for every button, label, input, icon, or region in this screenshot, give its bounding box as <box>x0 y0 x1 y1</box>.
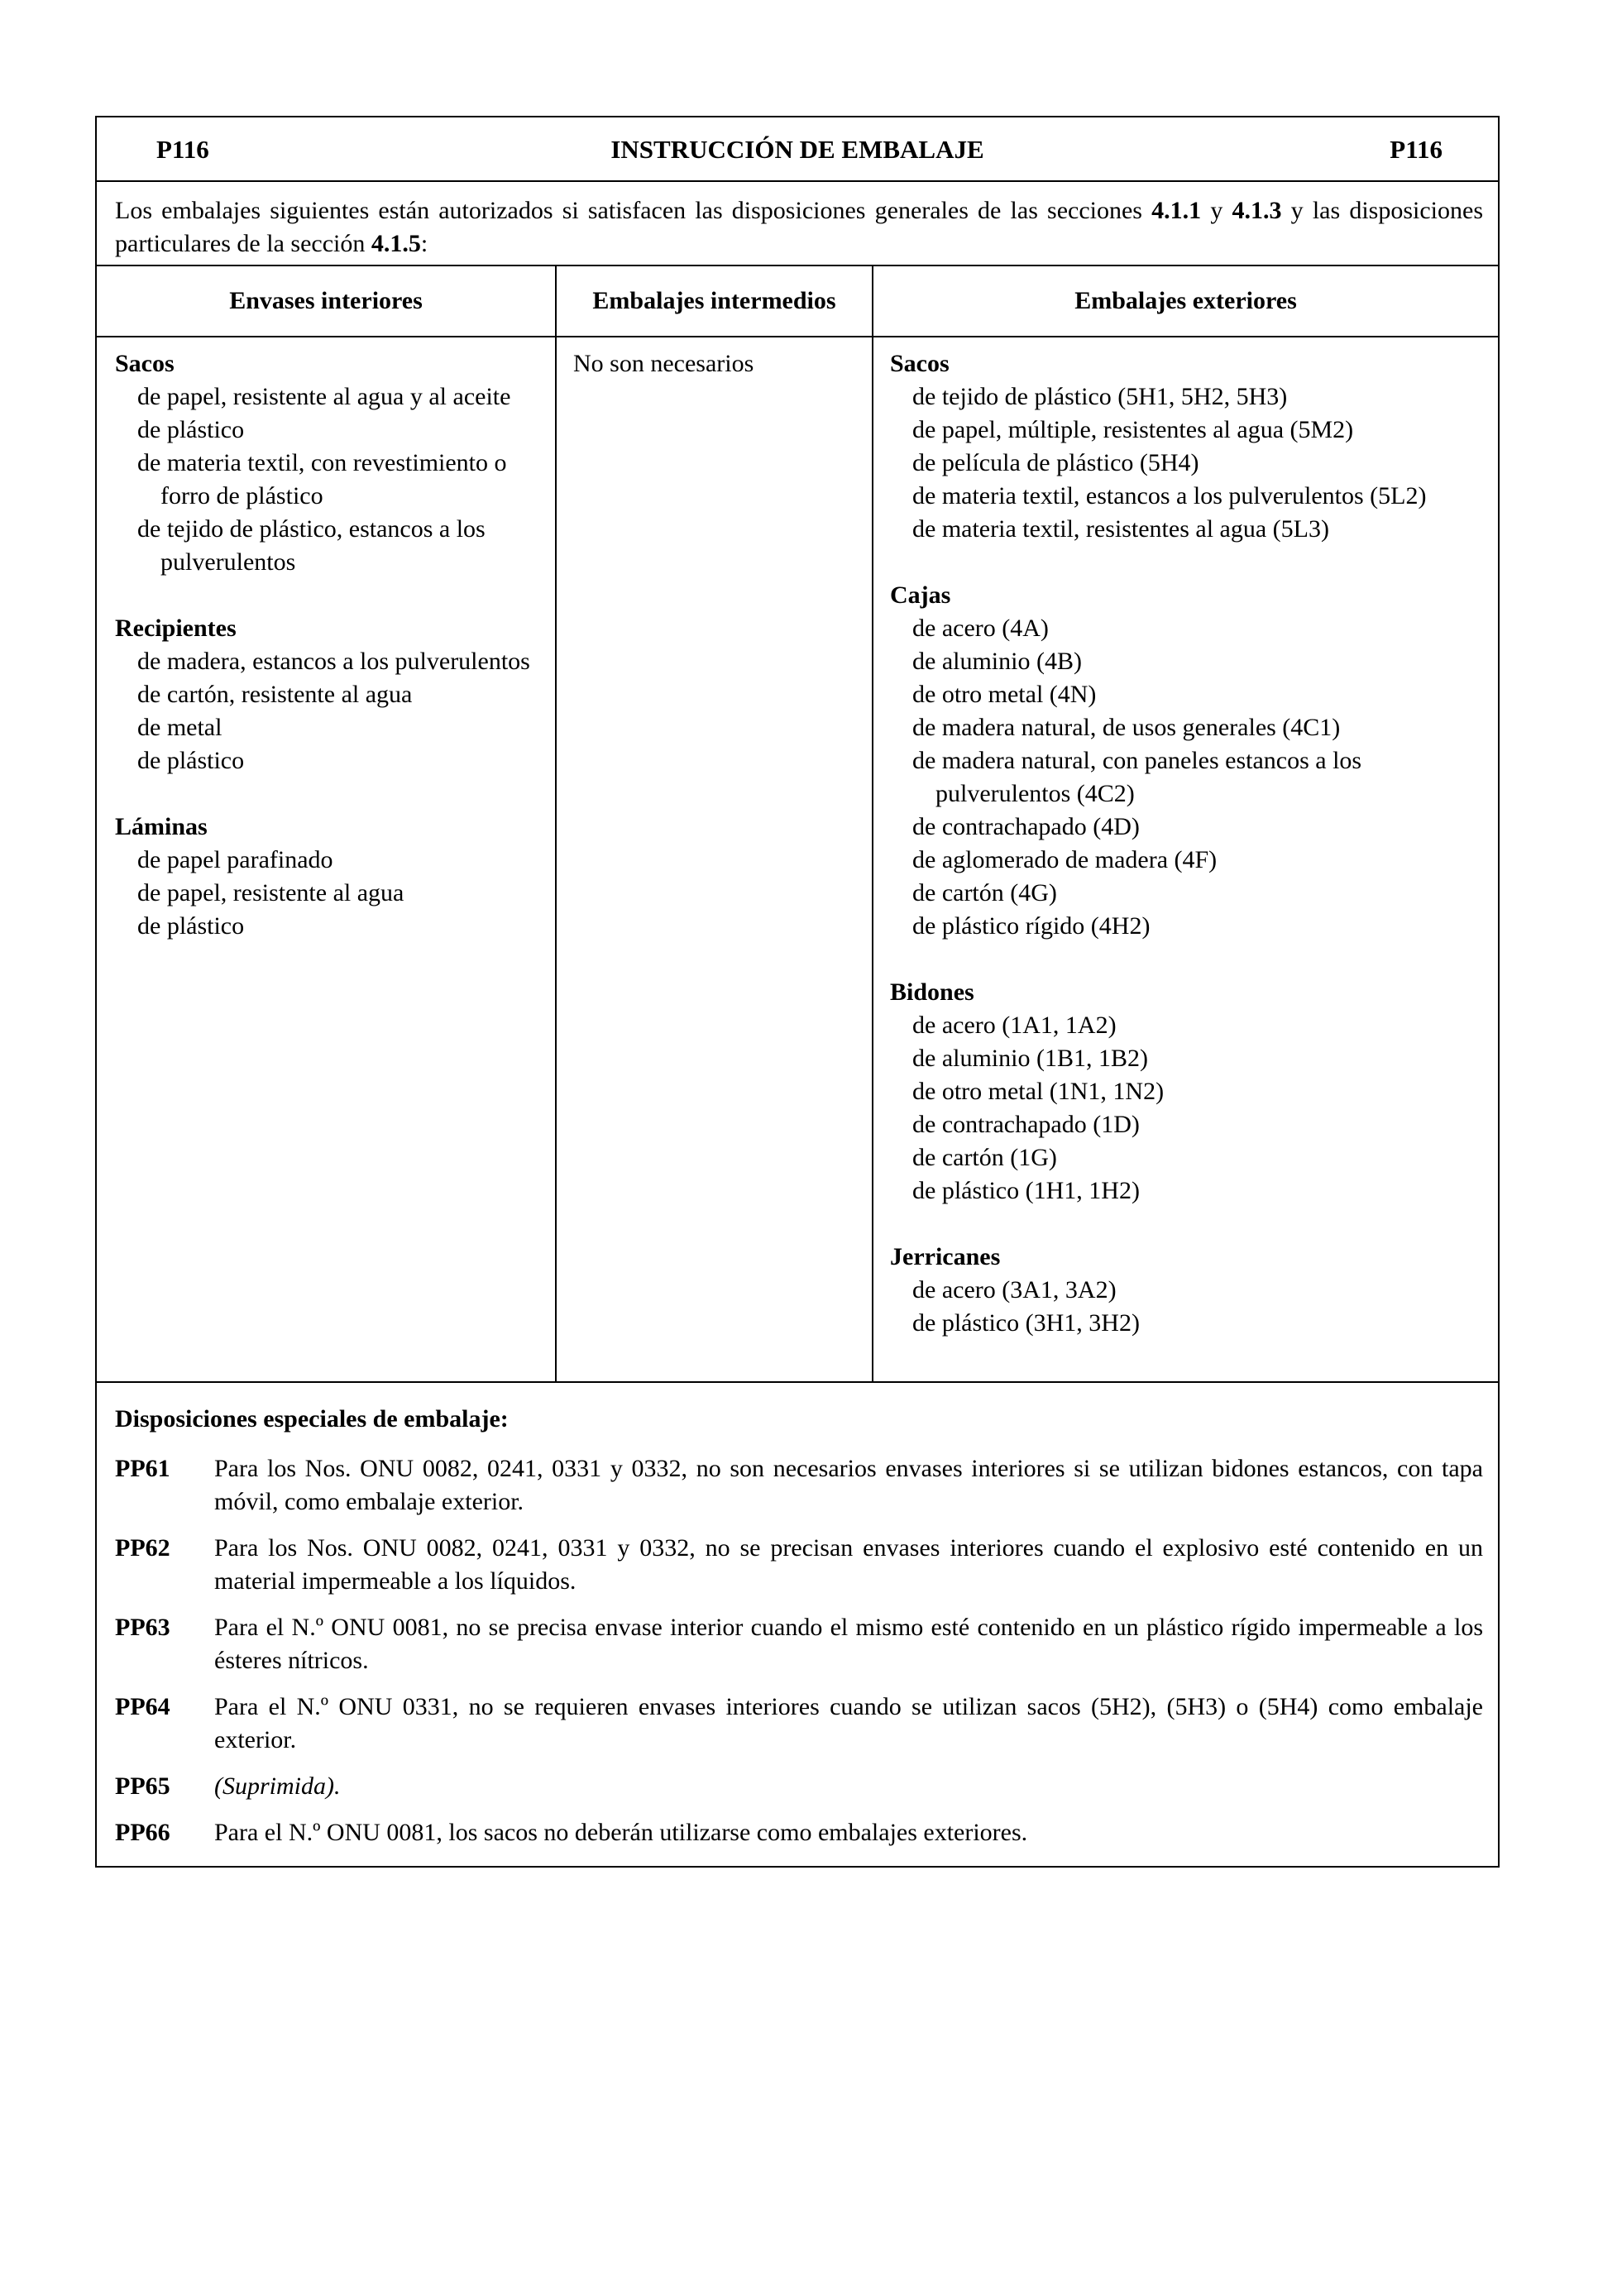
packaging-item: de papel, resistente al agua <box>137 879 404 906</box>
intermediate-packagings-column <box>557 337 873 1381</box>
special-provision <box>115 1770 1483 1803</box>
provision-code: PP65 <box>115 1772 170 1800</box>
special-provisions-list <box>115 1452 1483 1849</box>
packaging-item: de aglomerado de madera (4F) <box>912 846 1218 873</box>
packaging-item: de aluminio (4B) <box>912 648 1082 675</box>
packing-instruction-table <box>95 116 1500 1868</box>
instruction-title: INSTRUCCIÓN DE EMBALAJE <box>610 135 984 164</box>
packaging-group-title: Sacos <box>115 350 175 377</box>
special-provisions <box>97 1383 1498 1866</box>
packaging-item: de materia textil, estancos a los pulverulentos (5L2) <box>912 482 1427 509</box>
special-provision <box>115 1452 1483 1519</box>
packaging-group-title: Sacos <box>890 350 950 377</box>
packaging-item: de contrachapado (4D) <box>912 813 1140 840</box>
packaging-item: de madera, estancos a los pulverulentos <box>137 648 530 675</box>
packaging-group <box>890 347 1490 546</box>
packaging-item: de madera natural, de usos generales (4C1) <box>912 714 1341 741</box>
packaging-group <box>115 347 547 579</box>
packaging-group-title: Cajas <box>890 581 951 609</box>
provision-text: (Suprimida). <box>214 1772 341 1800</box>
packaging-item: de cartón, resistente al agua <box>137 681 413 708</box>
provision-text: Para el N.º ONU 0331, no se requieren envases interiores cuando se utilizan sacos (5H2), (5H3) o (5H4) como embalaje exterior. <box>214 1693 1483 1753</box>
packaging-item: de plástico <box>137 747 245 774</box>
provision-text: Para los Nos. ONU 0082, 0241, 0331 y 0332, no se precisan envases interiores cuando el explosivo esté contenido en un material impermeable a los líquidos. <box>214 1534 1483 1595</box>
special-provision <box>115 1611 1483 1677</box>
packaging-item: de tejido de plástico (5H1, 5H2, 5H3) <box>912 383 1288 410</box>
column-headers <box>97 266 1498 337</box>
intermediate-note: No son necesarios <box>573 350 754 377</box>
outer-packagings-column <box>873 337 1498 1381</box>
intro-ref-413: 4.1.3 <box>1232 197 1282 224</box>
column-header-inner: Envases interiores <box>97 266 557 336</box>
provision-code: PP63 <box>115 1614 170 1641</box>
packaging-group <box>890 1241 1490 1340</box>
packaging-item: de plástico (3H1, 3H2) <box>912 1309 1140 1337</box>
packaging-item: de papel parafinado <box>137 846 333 873</box>
packaging-columns <box>97 337 1498 1383</box>
packaging-group-title: Recipientes <box>115 615 237 642</box>
packaging-item: de aluminio (1B1, 1B2) <box>912 1045 1148 1072</box>
provision-code: PP66 <box>115 1819 170 1846</box>
packaging-item: de acero (1A1, 1A2) <box>912 1012 1117 1039</box>
column-header-outer: Embalajes exteriores <box>1074 287 1297 314</box>
packaging-item: de plástico <box>137 912 245 940</box>
provision-text: Para el N.º ONU 0081, no se precisa envase interior cuando el mismo esté contenido en un plástico rígido impermeable a los ésteres nítricos. <box>214 1614 1483 1674</box>
provision-text: Para el N.º ONU 0081, los sacos no deberán utilizarse como embalajes exteriores. <box>214 1819 1028 1846</box>
special-provision <box>115 1691 1483 1757</box>
provision-code: PP64 <box>115 1693 170 1720</box>
packaging-item: de papel, múltiple, resistentes al agua (5M2) <box>912 416 1354 443</box>
instruction-code-right: P116 <box>1390 135 1443 164</box>
intro-ref-411: 4.1.1 <box>1151 197 1202 224</box>
packaging-item: de tejido de plástico, estancos a los pulverulentos <box>137 515 486 576</box>
special-provision <box>115 1816 1483 1849</box>
packaging-item: de plástico (1H1, 1H2) <box>912 1177 1140 1204</box>
intro-text-end: : <box>420 230 428 257</box>
packaging-group <box>115 811 547 943</box>
provision-code: PP61 <box>115 1455 170 1482</box>
intro-ref-415: 4.1.5 <box>371 230 421 257</box>
provision-code: PP62 <box>115 1534 170 1562</box>
provision-text: Para los Nos. ONU 0082, 0241, 0331 y 0332, no son necesarios envases interiores si se utilizan bidones estancos, con tapa móvil, como embalaje exterior. <box>214 1455 1483 1515</box>
packaging-item: de materia textil, con revestimiento o forro de plástico <box>137 449 507 509</box>
instruction-code-left: P116 <box>156 135 209 164</box>
packaging-item: de película de plástico (5H4) <box>912 449 1199 476</box>
intro-paragraph <box>97 182 1498 266</box>
packaging-item: de otro metal (1N1, 1N2) <box>912 1078 1165 1105</box>
packaging-item: de metal <box>137 714 222 741</box>
packaging-group-title: Bidones <box>890 978 974 1006</box>
packaging-item: de madera natural, con paneles estancos a los pulverulentos (4C2) <box>912 747 1362 807</box>
packaging-group <box>890 579 1490 943</box>
instruction-header <box>97 117 1498 182</box>
packaging-item: de plástico rígido (4H2) <box>912 912 1151 940</box>
intro-conj: y <box>1201 197 1232 224</box>
packaging-item: de otro metal (4N) <box>912 681 1097 708</box>
packaging-item: de plástico <box>137 416 245 443</box>
intro-text-before: Los embalajes siguientes están autorizados si satisfacen las disposiciones generales de las secciones <box>115 197 1152 224</box>
packaging-group <box>115 612 547 777</box>
packaging-group-title: Láminas <box>115 813 208 840</box>
inner-packagings-column <box>97 337 557 1381</box>
packaging-item: de acero (3A1, 3A2) <box>912 1276 1117 1303</box>
packaging-group-title: Jerricanes <box>890 1243 1001 1270</box>
column-header-intermediate: Embalajes intermedios <box>557 266 873 336</box>
packaging-item: de contrachapado (1D) <box>912 1111 1140 1138</box>
special-provisions-title: Disposiciones especiales de embalaje: <box>115 1405 509 1433</box>
packaging-item: de cartón (4G) <box>912 879 1057 906</box>
packaging-item: de acero (4A) <box>912 615 1049 642</box>
special-provision <box>115 1532 1483 1598</box>
intro-text-middle: y las disposiciones particulares de la sección <box>115 197 1483 257</box>
packaging-item: de papel, resistente al agua y al aceite <box>137 383 511 410</box>
packaging-item: de materia textil, resistentes al agua (5L3) <box>912 515 1329 543</box>
packaging-item: de cartón (1G) <box>912 1144 1057 1171</box>
packaging-group <box>890 976 1490 1208</box>
